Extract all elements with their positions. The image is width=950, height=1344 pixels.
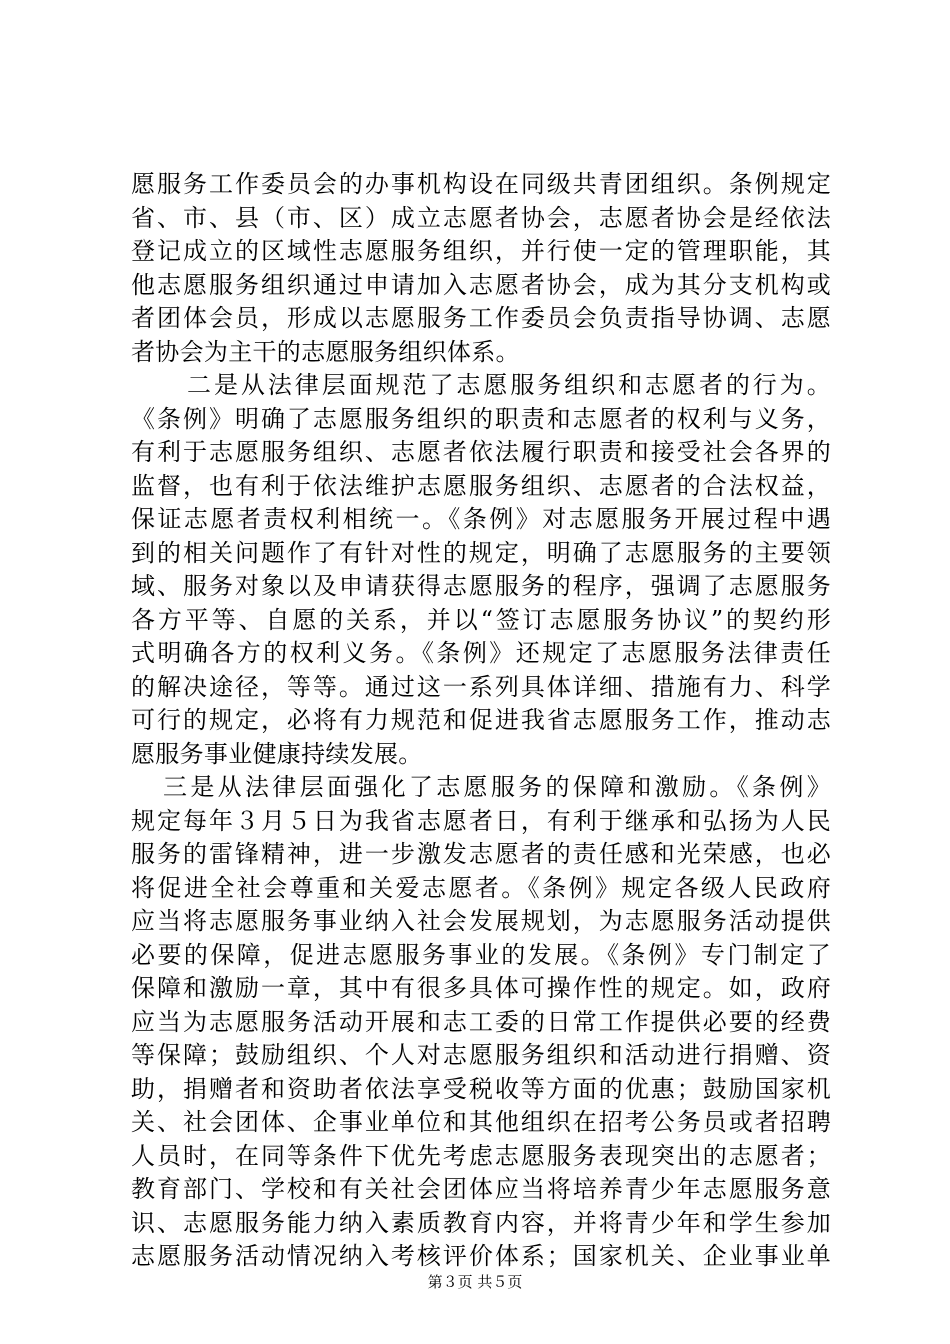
text-line: 服务的雷锋精神，进一步激发志愿者的责任感和光荣感，也必 bbox=[131, 840, 831, 868]
text-line: 教育部门、学校和有关社会团体应当将培养青少年志愿服务意 bbox=[131, 1175, 831, 1203]
text-line: 到的相关问题作了有针对性的规定，明确了志愿服务的主要领 bbox=[131, 538, 831, 567]
page-number-label: 第３页 共５页 bbox=[427, 1273, 523, 1291]
paragraph-start-line: 二是从法律层面规范了志愿服务组织和志愿者的行为。 bbox=[187, 371, 831, 399]
text-line: 愿服务工作委员会的办事机构设在同级共青团组织。条例规定 bbox=[131, 170, 831, 198]
text-line: 《条例》明确了志愿服务组织的职责和志愿者的权利与义务， bbox=[131, 404, 831, 433]
text-line: 各方平等、自愿的关系，并以“签订志愿服务协议”的契约形 bbox=[131, 605, 831, 634]
text-line: 关、社会团体、企事业单位和其他组织在招考公务员或者招聘 bbox=[131, 1108, 831, 1136]
body-text bbox=[131, 168, 831, 1274]
text-line: 式明确各方的权利义务。《条例》还规定了志愿服务法律责任 bbox=[131, 639, 831, 667]
text-line: 有利于志愿服务组织、志愿者依法履行职责和接受社会各界的 bbox=[131, 438, 831, 466]
text-line: 者团体会员，形成以志愿服务工作委员会负责指导协调、志愿 bbox=[131, 304, 831, 332]
text-line: 志愿服务活动情况纳入考核评价体系；国家机关、企业事业单 bbox=[131, 1242, 831, 1270]
paragraph-start-line: 三是从法律层面强化了志愿服务的保障和激励。《条例》 bbox=[163, 773, 831, 801]
page-footer bbox=[0, 1272, 950, 1292]
text-line: 应当将志愿服务事业纳入社会发展规划，为志愿服务活动提供 bbox=[131, 907, 831, 935]
text-line: 规定每年３月５日为我省志愿者日，有利于继承和弘扬为人民 bbox=[131, 806, 831, 835]
text-line: 保障和激励一章，其中有很多具体可操作性的规定。如，政府 bbox=[131, 974, 831, 1002]
text-line: 等保障；鼓励组织、个人对志愿服务组织和活动进行捐赠、资 bbox=[131, 1041, 831, 1069]
text-line: 登记成立的区域性志愿服务组织，并行使一定的管理职能，其 bbox=[131, 237, 831, 265]
text-line: 保证志愿者责权利相统一。《条例》对志愿服务开展过程中遇 bbox=[131, 505, 831, 533]
text-line: 域、服务对象以及申请获得志愿服务的程序，强调了志愿服务 bbox=[131, 572, 831, 600]
text-line: 将促进全社会尊重和关爱志愿者。《条例》规定各级人民政府 bbox=[131, 873, 831, 902]
text-line: 省、市、县（市、区）成立志愿者协会，志愿者协会是经依法 bbox=[131, 203, 831, 232]
text-line: 可行的规定，必将有力规范和促进我省志愿服务工作，推动志 bbox=[131, 706, 831, 734]
text-line: 识、志愿服务能力纳入素质教育内容，并将青少年和学生参加 bbox=[131, 1208, 831, 1237]
text-line: 他志愿服务组织通过申请加入志愿者协会，成为其分支机构或 bbox=[131, 270, 831, 299]
text-line: 人员时，在同等条件下优先考虑志愿服务表现突出的志愿者； bbox=[131, 1141, 831, 1170]
text-line: 者协会为主干的志愿服务组织体系。 bbox=[131, 337, 520, 366]
text-line: 监督，也有利于依法维护志愿服务组织、志愿者的合法权益， bbox=[131, 471, 831, 500]
text-line: 助，捐赠者和资助者依法享受税收等方面的优惠；鼓励国家机 bbox=[131, 1074, 831, 1103]
text-line: 的解决途径，等等。通过这一系列具体详细、措施有力、科学 bbox=[131, 672, 831, 701]
text-line: 必要的保障，促进志愿服务事业的发展。《条例》专门制定了 bbox=[131, 940, 831, 969]
text-line: 应当为志愿服务活动开展和志工委的日常工作提供必要的经费 bbox=[131, 1007, 831, 1036]
text-line: 愿服务事业健康持续发展。 bbox=[131, 739, 423, 768]
